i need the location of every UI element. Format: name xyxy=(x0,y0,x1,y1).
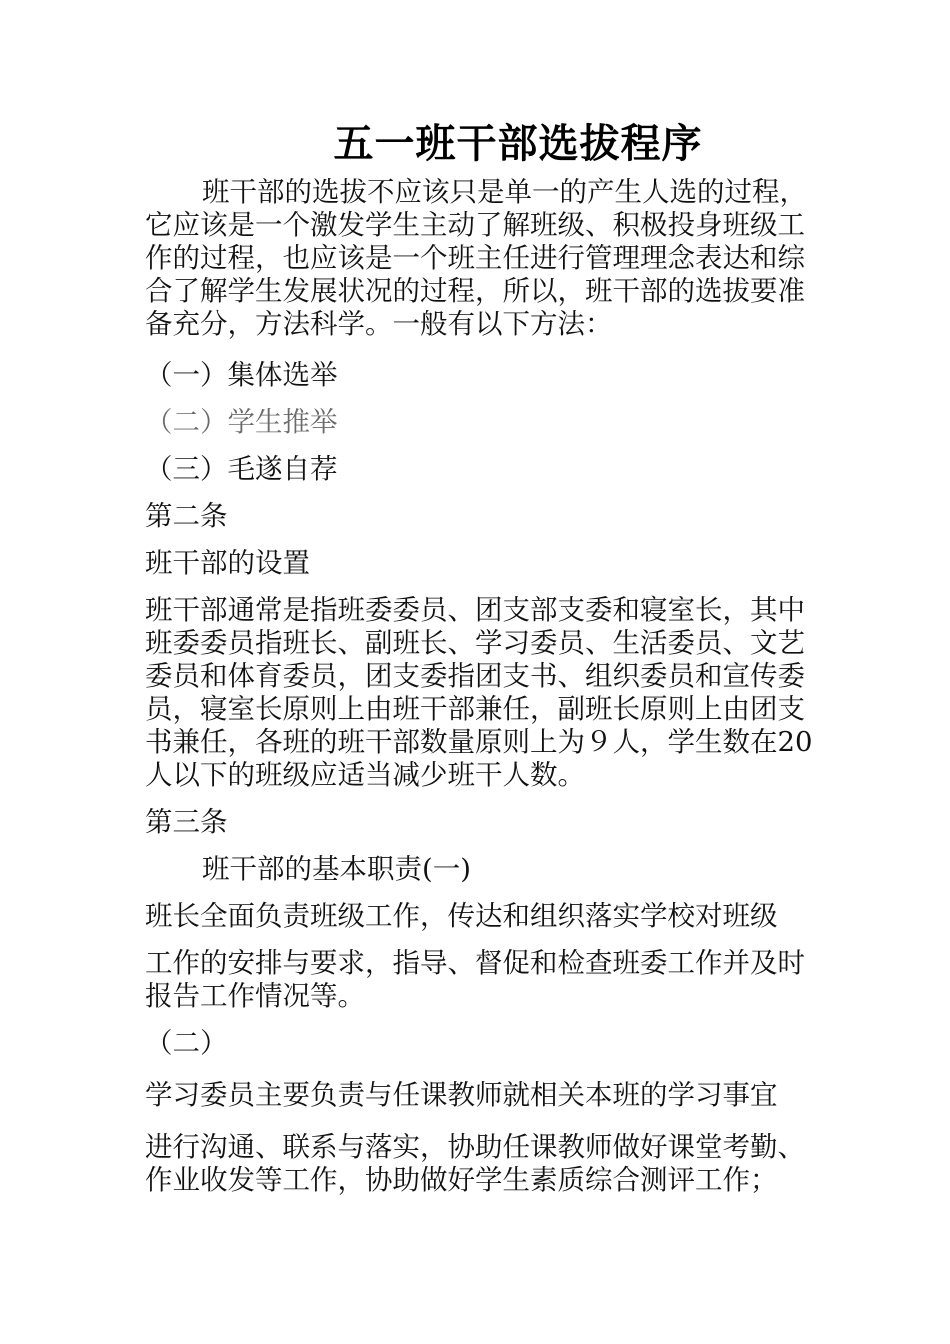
duty-2-label: （二） xyxy=(145,1027,228,1059)
article-2-heading: 第二条 xyxy=(145,500,228,532)
duty-1-line-1: 班长全面负责班级工作，传达和组织落实学校对班级 xyxy=(145,900,778,932)
article-3-heading: 第三条 xyxy=(145,806,228,838)
method-item-1: （一）集体选举 xyxy=(145,359,338,391)
duty-2-line-1: 学习委员主要负责与任课教师就相关本班的学习事宜 xyxy=(145,1079,778,1111)
article-3-title: 班干部的基本职责(一) xyxy=(202,853,471,885)
duty-1-line-2: 工作的安排与要求，指导、督促和检查班委工作并及时报告工作情况等。 xyxy=(145,947,805,1012)
intro-paragraph: 班干部的选拔不应该只是单一的产生人选的过程，它应该是一个激发学生主动了解班级、积极投身班级工作的过程，也应该是一个班主任进行管理理念表达和综合了解学生发展状况的过程，所以，班干部的选拔要准备充分，方法科学。一般有以下方法： xyxy=(145,176,807,340)
document-body xyxy=(145,176,813,1197)
method-item-3: （三）毛遂自荐 xyxy=(145,453,338,485)
method-item-2: （二）学生推举 xyxy=(145,406,338,438)
duty-2-line-2: 进行沟通、联系与落实，协助任课教师做好课堂考勤、作业收发等工作，协助做好学生素质综合测评工作； xyxy=(145,1131,805,1196)
article-2-title: 班干部的设置 xyxy=(145,547,310,579)
article-2-body: 班干部通常是指班委委员、团支部支委和寝室长，其中班委委员指班长、副班长、学习委员、生活委员、文艺委员和体育委员，团支委指团支书、组织委员和宣传委员，寝室长原则上由班干部兼任，副班长原则上由团支书兼任，各班的班干部数量原则上为９人，学生数在20人以下的班级应适当减少班干人数。 xyxy=(145,594,813,791)
document-title: 五一班干部选拔程序 xyxy=(333,120,703,167)
